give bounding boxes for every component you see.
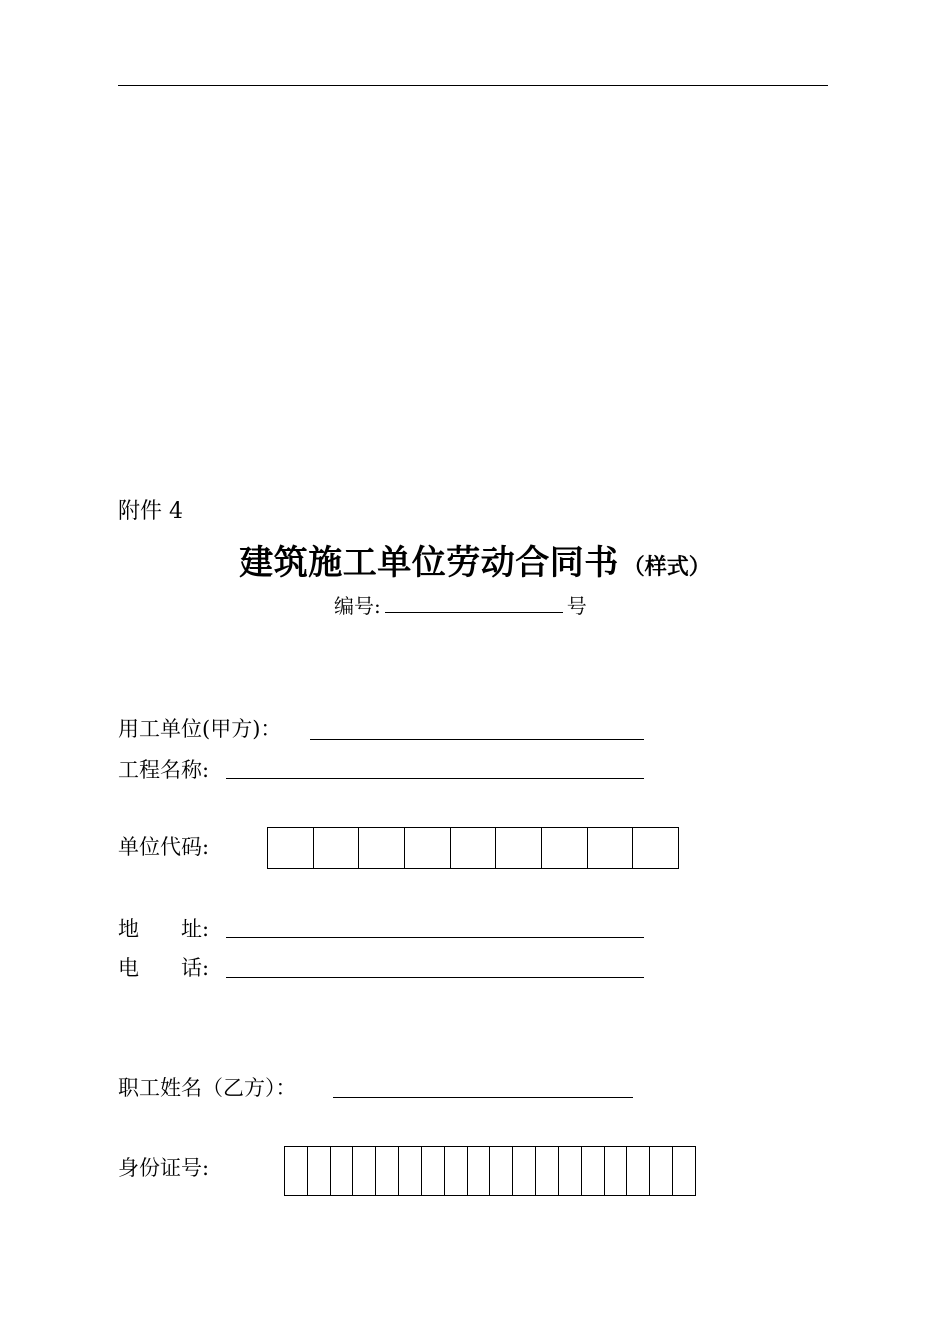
title-main: 建筑施工单位劳动合同书 <box>239 543 619 583</box>
unit-code-cell[interactable] <box>588 828 634 868</box>
employer-unit-label: 用工单位(甲方)： <box>118 717 282 741</box>
id-number-boxes[interactable] <box>284 1146 696 1196</box>
employee-name-field[interactable] <box>333 1097 633 1098</box>
phone-field[interactable] <box>226 977 644 978</box>
phone-label <box>118 953 209 983</box>
unit-code-cell[interactable] <box>359 828 405 868</box>
id-number-cell[interactable] <box>445 1147 468 1195</box>
employee-name-label: 职工姓名（乙方）： <box>118 1076 297 1100</box>
address-label-char1: 地 <box>118 917 139 941</box>
phone-label-char1: 电 <box>118 956 139 980</box>
id-number-cell[interactable] <box>536 1147 559 1195</box>
id-number-cell[interactable] <box>559 1147 582 1195</box>
serial-number-field[interactable] <box>385 592 563 613</box>
id-number-cell[interactable] <box>582 1147 605 1195</box>
id-number-cell[interactable] <box>376 1147 399 1195</box>
document-title <box>0 540 950 592</box>
serial-suffix: 号 <box>566 594 587 618</box>
id-number-cell[interactable] <box>353 1147 376 1195</box>
unit-code-cell[interactable] <box>451 828 497 868</box>
id-number-cell[interactable] <box>308 1147 331 1195</box>
address-label <box>118 914 209 944</box>
phone-label-char2: 话: <box>181 956 210 980</box>
project-name-field[interactable] <box>226 778 644 779</box>
annex-label: 附件 4 <box>118 499 183 524</box>
unit-code-cell[interactable] <box>314 828 360 868</box>
unit-code-cell[interactable] <box>405 828 451 868</box>
unit-code-cell[interactable] <box>268 828 314 868</box>
serial-label: 编号: <box>334 594 381 618</box>
id-number-cell[interactable] <box>490 1147 513 1195</box>
id-number-label: 身份证号: <box>118 1156 210 1180</box>
id-number-cell[interactable] <box>285 1147 308 1195</box>
address-field[interactable] <box>226 937 644 938</box>
address-label-char2: 址: <box>181 917 210 941</box>
header-rule <box>118 85 828 86</box>
employer-unit-field[interactable] <box>310 739 644 740</box>
id-number-cell[interactable] <box>650 1147 673 1195</box>
id-number-cell[interactable] <box>605 1147 628 1195</box>
id-number-cell[interactable] <box>468 1147 491 1195</box>
id-number-cell[interactable] <box>627 1147 650 1195</box>
id-number-cell[interactable] <box>513 1147 536 1195</box>
title-suffix: （样式） <box>622 554 711 580</box>
id-number-cell[interactable] <box>673 1147 695 1195</box>
id-number-cell[interactable] <box>399 1147 422 1195</box>
unit-code-boxes[interactable] <box>267 827 679 869</box>
unit-code-cell[interactable] <box>542 828 588 868</box>
unit-code-cell[interactable] <box>633 828 678 868</box>
unit-code-label: 单位代码: <box>118 835 210 859</box>
id-number-cell[interactable] <box>422 1147 445 1195</box>
unit-code-cell[interactable] <box>496 828 542 868</box>
project-name-label: 工程名称: <box>118 758 210 782</box>
id-number-cell[interactable] <box>331 1147 354 1195</box>
serial-number-row <box>334 592 587 620</box>
